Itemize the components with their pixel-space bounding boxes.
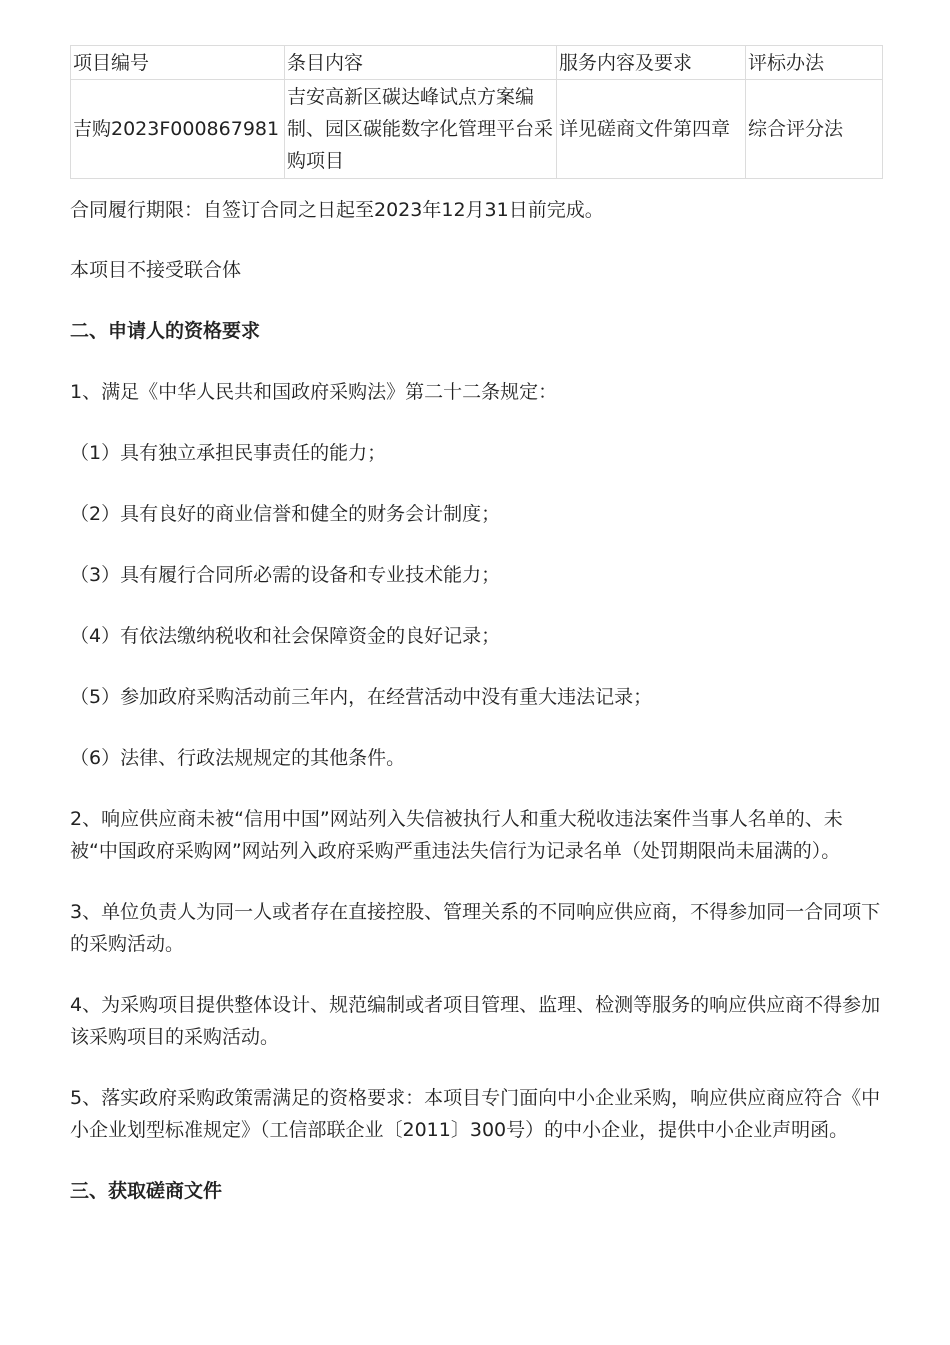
table-row	[71, 80, 883, 179]
table-header-cell: 项目编号	[71, 46, 285, 80]
requirement-1-item: （6）法律、行政法规规定的其他条件。	[70, 747, 406, 769]
section-2-heading: 二、申请人的资格要求	[70, 320, 261, 342]
requirement-1: 1、满足《中华人民共和国政府采购法》第二十二条规定：	[70, 381, 558, 403]
requirement-2: 2、响应供应商未被“信用中国”网站列入失信被执行人和重大税收违法案件当事人名单的、未被“中国政府采购网”网站列入政府采购严重违法失信行为记录名单（处罚期限尚未届满的）。	[70, 808, 843, 862]
requirement-1-item: （5）参加政府采购活动前三年内，在经营活动中没有重大违法记录；	[70, 686, 653, 708]
item-content-cell: 吉安高新区碳达峰试点方案编制、园区碳能数字化管理平台采购项目	[285, 80, 557, 179]
document-page	[70, 45, 882, 1207]
requirement-3: 3、单位负责人为同一人或者存在直接控股、管理关系的不同响应供应商，不得参加同一合同项下的采购活动。	[70, 901, 881, 955]
no-consortium-note: 本项目不接受联合体	[70, 259, 242, 281]
service-requirement-cell: 详见磋商文件第四章	[557, 80, 746, 179]
requirement-1-item: （2）具有良好的商业信誉和健全的财务会计制度；	[70, 503, 501, 525]
table-header-cell: 条目内容	[285, 46, 557, 80]
section-3-heading: 三、获取磋商文件	[70, 1180, 223, 1202]
requirement-4: 4、为采购项目提供整体设计、规范编制或者项目管理、监理、检测等服务的响应供应商不得参加该采购项目的采购活动。	[70, 994, 881, 1048]
project-number-cell: 吉购2023F000867981	[71, 80, 285, 179]
requirement-1-item: （4）有依法缴纳税收和社会保障资金的良好记录；	[70, 625, 501, 647]
requirement-1-item: （3）具有履行合同所必需的设备和专业技术能力；	[70, 564, 501, 586]
requirement-1-item: （1）具有独立承担民事责任的能力；	[70, 442, 387, 464]
table-header-cell: 评标办法	[746, 46, 883, 80]
contract-period: 合同履行期限：自签订合同之日起至2023年12月31日前完成。	[70, 199, 604, 221]
table-header-cell: 服务内容及要求	[557, 46, 746, 80]
requirement-5: 5、落实政府采购政策需满足的资格要求：本项目专门面向中小企业采购，响应供应商应符合《中小企业划型标准规定》（工信部联企业〔2011〕300号）的中小企业，提供中小企业声明函。	[70, 1087, 881, 1141]
evaluation-method-cell: 综合评分法	[746, 80, 883, 179]
table-header-row	[71, 46, 883, 80]
project-table	[70, 45, 883, 179]
